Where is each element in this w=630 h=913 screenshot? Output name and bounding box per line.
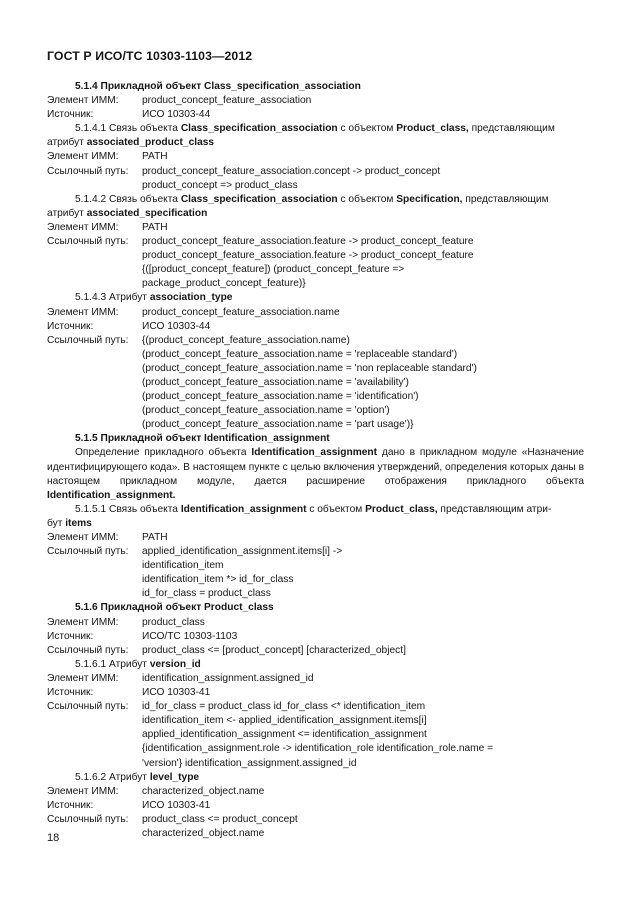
reference-path-row: Ссылочный путь: product_concept_feature_association.concept -> product_concept	[47, 165, 441, 177]
section-heading-5-1-6: 5.1.6 Прикладной объект Product_class	[75, 602, 274, 614]
element-row: Элемент ИММ: PATH	[47, 151, 168, 163]
subsection-heading-continuation: атрибут associated_product_class	[47, 137, 215, 149]
subsection-heading-5-1-4-2: 5.1.4.2 Связь объекта Class_specification_association с объектом Specification, представляющим	[75, 193, 549, 205]
document-body	[47, 80, 584, 841]
reference-path-line: identification_item *> id_for_class	[142, 574, 294, 586]
reference-path-row: Ссылочный путь: applied_identification_assignment.items[i] ->	[47, 546, 343, 558]
reference-path-row: Ссылочный путь: product_concept_feature_association.feature -> product_concept_feature	[47, 236, 474, 248]
source-row: Источник: ИСО 10303-44	[47, 320, 211, 332]
reference-path-line: (product_concept_feature_association.name = 'part usage')}	[142, 419, 414, 431]
reference-path-line: (product_concept_feature_association.name = 'non replaceable standard')	[142, 362, 477, 374]
subsection-heading-5-1-6-1: 5.1.6.1 Атрибут version_id	[75, 658, 201, 670]
section-heading-5-1-4: 5.1.4 Прикладной объект Class_specification_association	[75, 81, 361, 92]
element-row: Элемент ИММ: PATH	[47, 532, 168, 543]
reference-path-line: (product_concept_feature_association.name = 'replaceable standard')	[142, 348, 458, 360]
section-heading-5-1-5: 5.1.5 Прикладной объект Identification_assignment	[75, 433, 330, 445]
reference-path-line: (product_concept_feature_association.name = 'identification')	[142, 391, 419, 403]
subsection-heading-5-1-4-3: 5.1.4.3 Атрибут association_type	[75, 292, 233, 304]
subsection-heading-continuation: бут items	[47, 517, 92, 529]
source-row: Источник: ИСО/ТС 10303-1103	[47, 630, 238, 642]
reference-path-line: characterized_object.name	[142, 827, 265, 839]
reference-path-line: identification_item	[142, 560, 224, 572]
reference-path-row: Ссылочный путь: id_for_class = product_class id_for_class <* identification_item	[47, 701, 426, 713]
subsection-heading-5-1-6-2: 5.1.6.2 Атрибут level_type	[75, 771, 200, 783]
document-header: ГОСТ Р ИСО/ТС 10303-1103—2012	[47, 49, 253, 63]
reference-path-line: {([product_concept_feature]) (product_concept_feature =>	[142, 264, 405, 276]
reference-path-line: identification_item <- applied_identification_assignment.items[i]	[142, 715, 427, 727]
element-row: Элемент ИММ: product_class	[47, 616, 205, 628]
subsection-heading-continuation: атрибут associated_specification	[47, 207, 208, 219]
reference-path-row: Ссылочный путь: {(product_concept_feature_association.name)	[47, 334, 350, 346]
element-row: Элемент ИММ: characterized_object.name	[47, 785, 265, 797]
reference-path-line: (product_concept_feature_association.name = 'availability')	[142, 376, 409, 388]
reference-path-line: {identification_assignment.role -> identification_role identification_role.name =	[142, 743, 494, 755]
source-row: Источник: ИСО 10303-44	[47, 109, 211, 121]
definition-paragraph: Определение прикладного объекта Identification_assignment дано в прикладном модуле «Назначение идентифицирующего кода». В настоящем пункте с целью включения утверждений, определения которых даны в настоящем прикладном модуле, дается расширение отображения прикладного объекта Identification_assignment.	[47, 447, 584, 501]
element-row: Элемент ИММ: product_concept_feature_association.name	[47, 306, 340, 318]
reference-path-line: applied_identification_assignment <= identification_assignment	[142, 729, 427, 741]
source-row: Источник: ИСО 10303-41	[47, 799, 211, 811]
reference-path-line: (product_concept_feature_association.name = 'option')	[142, 405, 390, 417]
element-row: Элемент ИММ: PATH	[47, 221, 168, 233]
reference-path-line: product_concept_feature_association.feature -> product_concept_feature	[142, 250, 474, 262]
reference-path-row: Ссылочный путь: product_class <= [product_concept] [characterized_object]	[47, 644, 406, 656]
reference-path-row: Ссылочный путь: product_class <= product_concept	[47, 813, 298, 825]
subsection-heading-5-1-4-1: 5.1.4.1 Связь объекта Class_specification_association с объектом Product_class, представляющим	[75, 123, 555, 135]
element-row: Элемент ИММ: product_concept_feature_association	[47, 95, 312, 107]
subsection-heading-5-1-5-1: 5.1.5.1 Связь объекта Identification_assignment с объектом Product_class, представляющим атри-	[75, 503, 552, 515]
element-row: Элемент ИММ: identification_assignment.assigned_id	[47, 672, 314, 684]
reference-path-line: id_for_class = product_class	[142, 588, 271, 600]
reference-path-line: package_product_concept_feature)}	[142, 278, 306, 290]
page-number: 18	[47, 832, 60, 844]
reference-path-line: product_concept => product_class	[142, 179, 298, 191]
reference-path-line: 'version'} identification_assignment.assigned_id	[142, 757, 357, 769]
source-row: Источник: ИСО 10303-41	[47, 687, 211, 699]
